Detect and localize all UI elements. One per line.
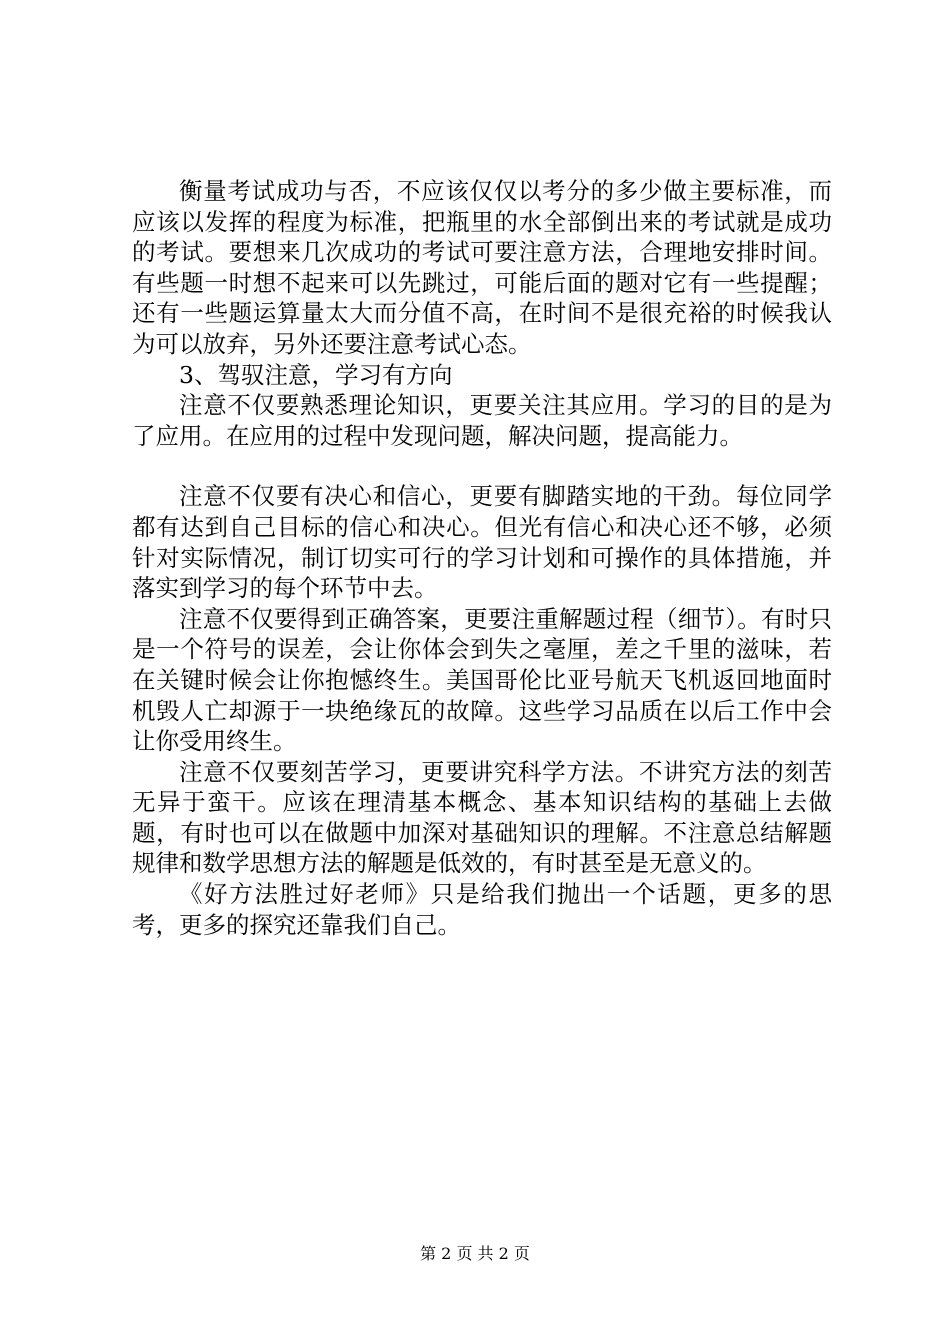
paragraph-process-detail: 注意不仅要得到正确答案，更要注重解题过程（细节）。有时只是一个符号的误差，会让你体会到失之毫厘，差之千里的滋味，若在关键时候会让你抱憾终生。美国哥伦比亚号航天飞机返回地面时机毁人亡却源于一块绝缘瓦的故障。这些学习品质在以后工作中会让你受用终生。	[132, 604, 832, 756]
paragraph-theory-application: 注意不仅要熟悉理论知识，更要关注其应用。学习的目的是为了应用。在应用的过程中发现问题，解决问题，提高能力。	[132, 391, 832, 450]
paragraph-determination: 注意不仅要有决心和信心，更要有脚踏实地的干劲。每位同学都有达到自己目标的信心和决心。但光有信心和决心还不够，必须针对实际情况，制订切实可行的学习计划和可操作的具体措施，并落实到学习的每个环节中去。	[132, 482, 832, 603]
page-footer: 第 2 页 共 2 页	[420, 1244, 530, 1263]
document-body	[132, 176, 832, 940]
paragraph-gap	[132, 451, 832, 481]
paragraph-conclusion: 《好方法胜过好老师》只是给我们抛出一个话题，更多的思考，更多的探究还靠我们自己。	[132, 880, 832, 939]
section-heading: 3、驾驭注意，学习有方向	[179, 360, 453, 389]
paragraph-exam-success: 衡量考试成功与否，不应该仅仅以考分的多少做主要标准，而应该以发挥的程度为标准，把瓶里的水全部倒出来的考试就是成功的考试。要想来几次成功的考试可要注意方法，合理地安排时间。有些题一时想不起来可以先跳过，可能后面的题对它有一些提醒；还有一些题运算量太大而分值不高，在时间不是很充裕的时候我认为可以放弃，另外还要注意考试心态。	[132, 177, 832, 358]
paragraph-scientific-method: 注意不仅要刻苦学习，更要讲究科学方法。不讲究方法的刻苦无异于蛮干。应该在理清基本概念、基本知识结构的基础上去做题，有时也可以在做题中加深对基础知识的理解。不注意总结解题规律和数学思想方法的解题是低效的，有时甚至是无意义的。	[132, 757, 832, 878]
